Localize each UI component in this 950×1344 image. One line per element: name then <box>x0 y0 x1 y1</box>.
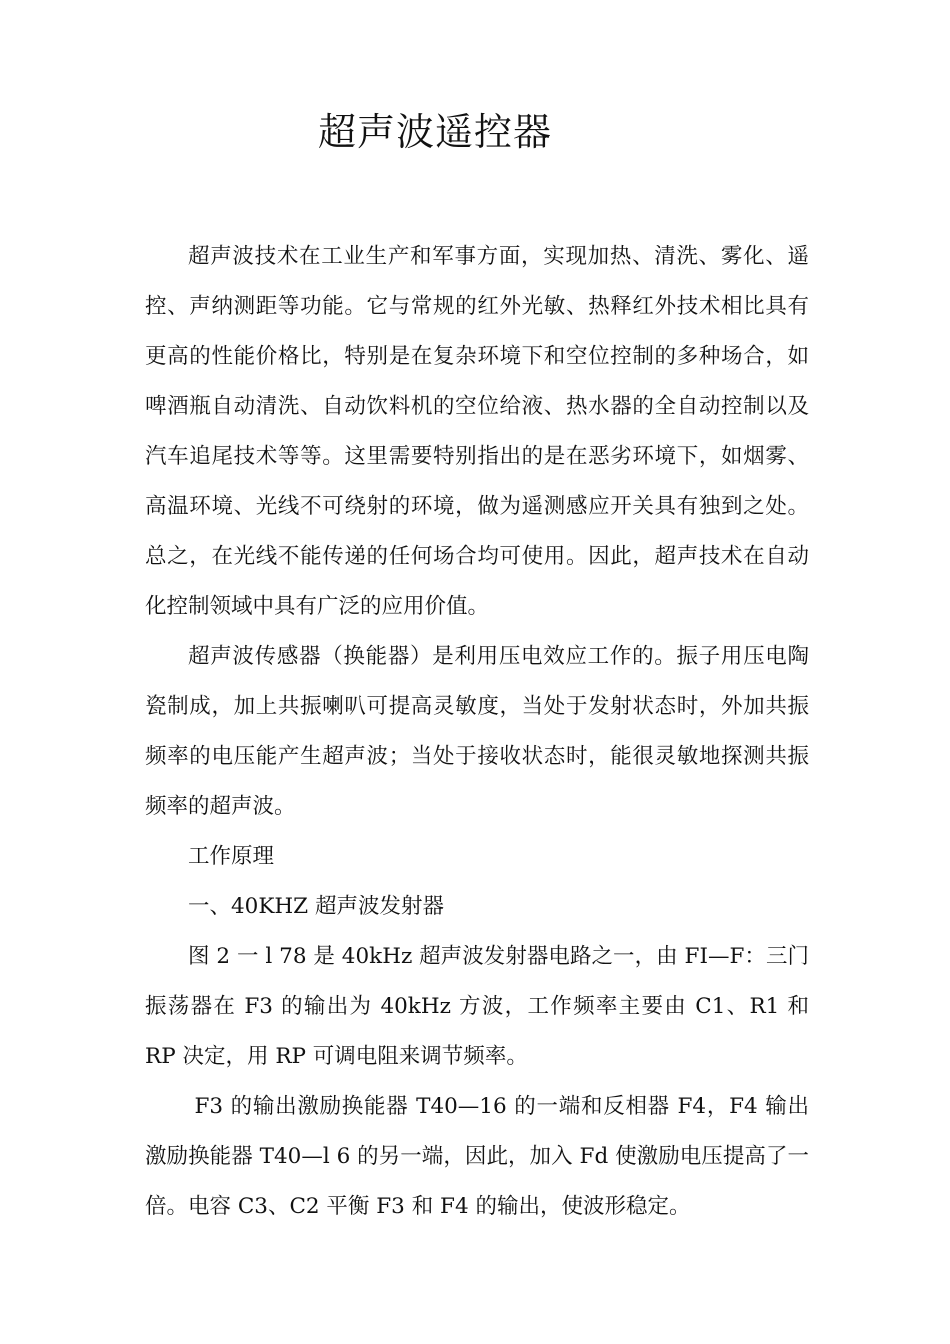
paragraph-heading-principle: 工作原理 <box>188 844 275 869</box>
document-body <box>145 232 809 1232</box>
paragraph-circuit: 图 2 一 l 78 是 40kHz 超声波发射器电路之一，由 FI—F：三门振荡器在 F3 的输出为 40kHz 方波，工作频率主要由 C1、R1 和 RP 决定，用 RP 可调电阻来调节频率。 <box>145 944 809 1069</box>
paragraph-excitation: F3 的输出激励换能器 T40—16 的一端和反相器 F4，F4 输出激励换能器 T40—l 6 的另一端，因此，加入 Fd 使激励电压提高了一倍。电容 C3、C2 平衡 F3 和 F4 的输出，使波形稳定。 <box>145 1094 809 1219</box>
paragraph-intro: 超声波技术在工业生产和军事方面，实现加热、清洗、雾化、遥控、声纳测距等功能。它与常规的红外光敏、热释红外技术相比具有更高的性能价格比，特别是在复杂环境下和空位控制的多种场合，如啤酒瓶自动清洗、自动饮料机的空位给液、热水器的全自动控制以及汽车追尾技术等等。这里需要特别指出的是在恶劣环境下，如烟雾、高温环境、光线不可绕射的环境，做为遥测感应开关具有独到之处。总之，在光线不能传递的任何场合均可使用。因此，超声技术在自动化控制领域中具有广泛的应用价值。 <box>145 244 809 619</box>
paragraph-heading-transmitter: 一、40KHZ 超声波发射器 <box>188 894 444 919</box>
paragraph-sensor: 超声波传感器（换能器）是利用压电效应工作的。振子用压电陶瓷制成，加上共振喇叭可提高灵敏度，当处于发射状态时，外加共振频率的电压能产生超声波；当处于接收状态时，能很灵敏地探测共振频率的超声波。 <box>145 644 809 819</box>
document-title: 超声波遥控器 <box>317 110 552 154</box>
